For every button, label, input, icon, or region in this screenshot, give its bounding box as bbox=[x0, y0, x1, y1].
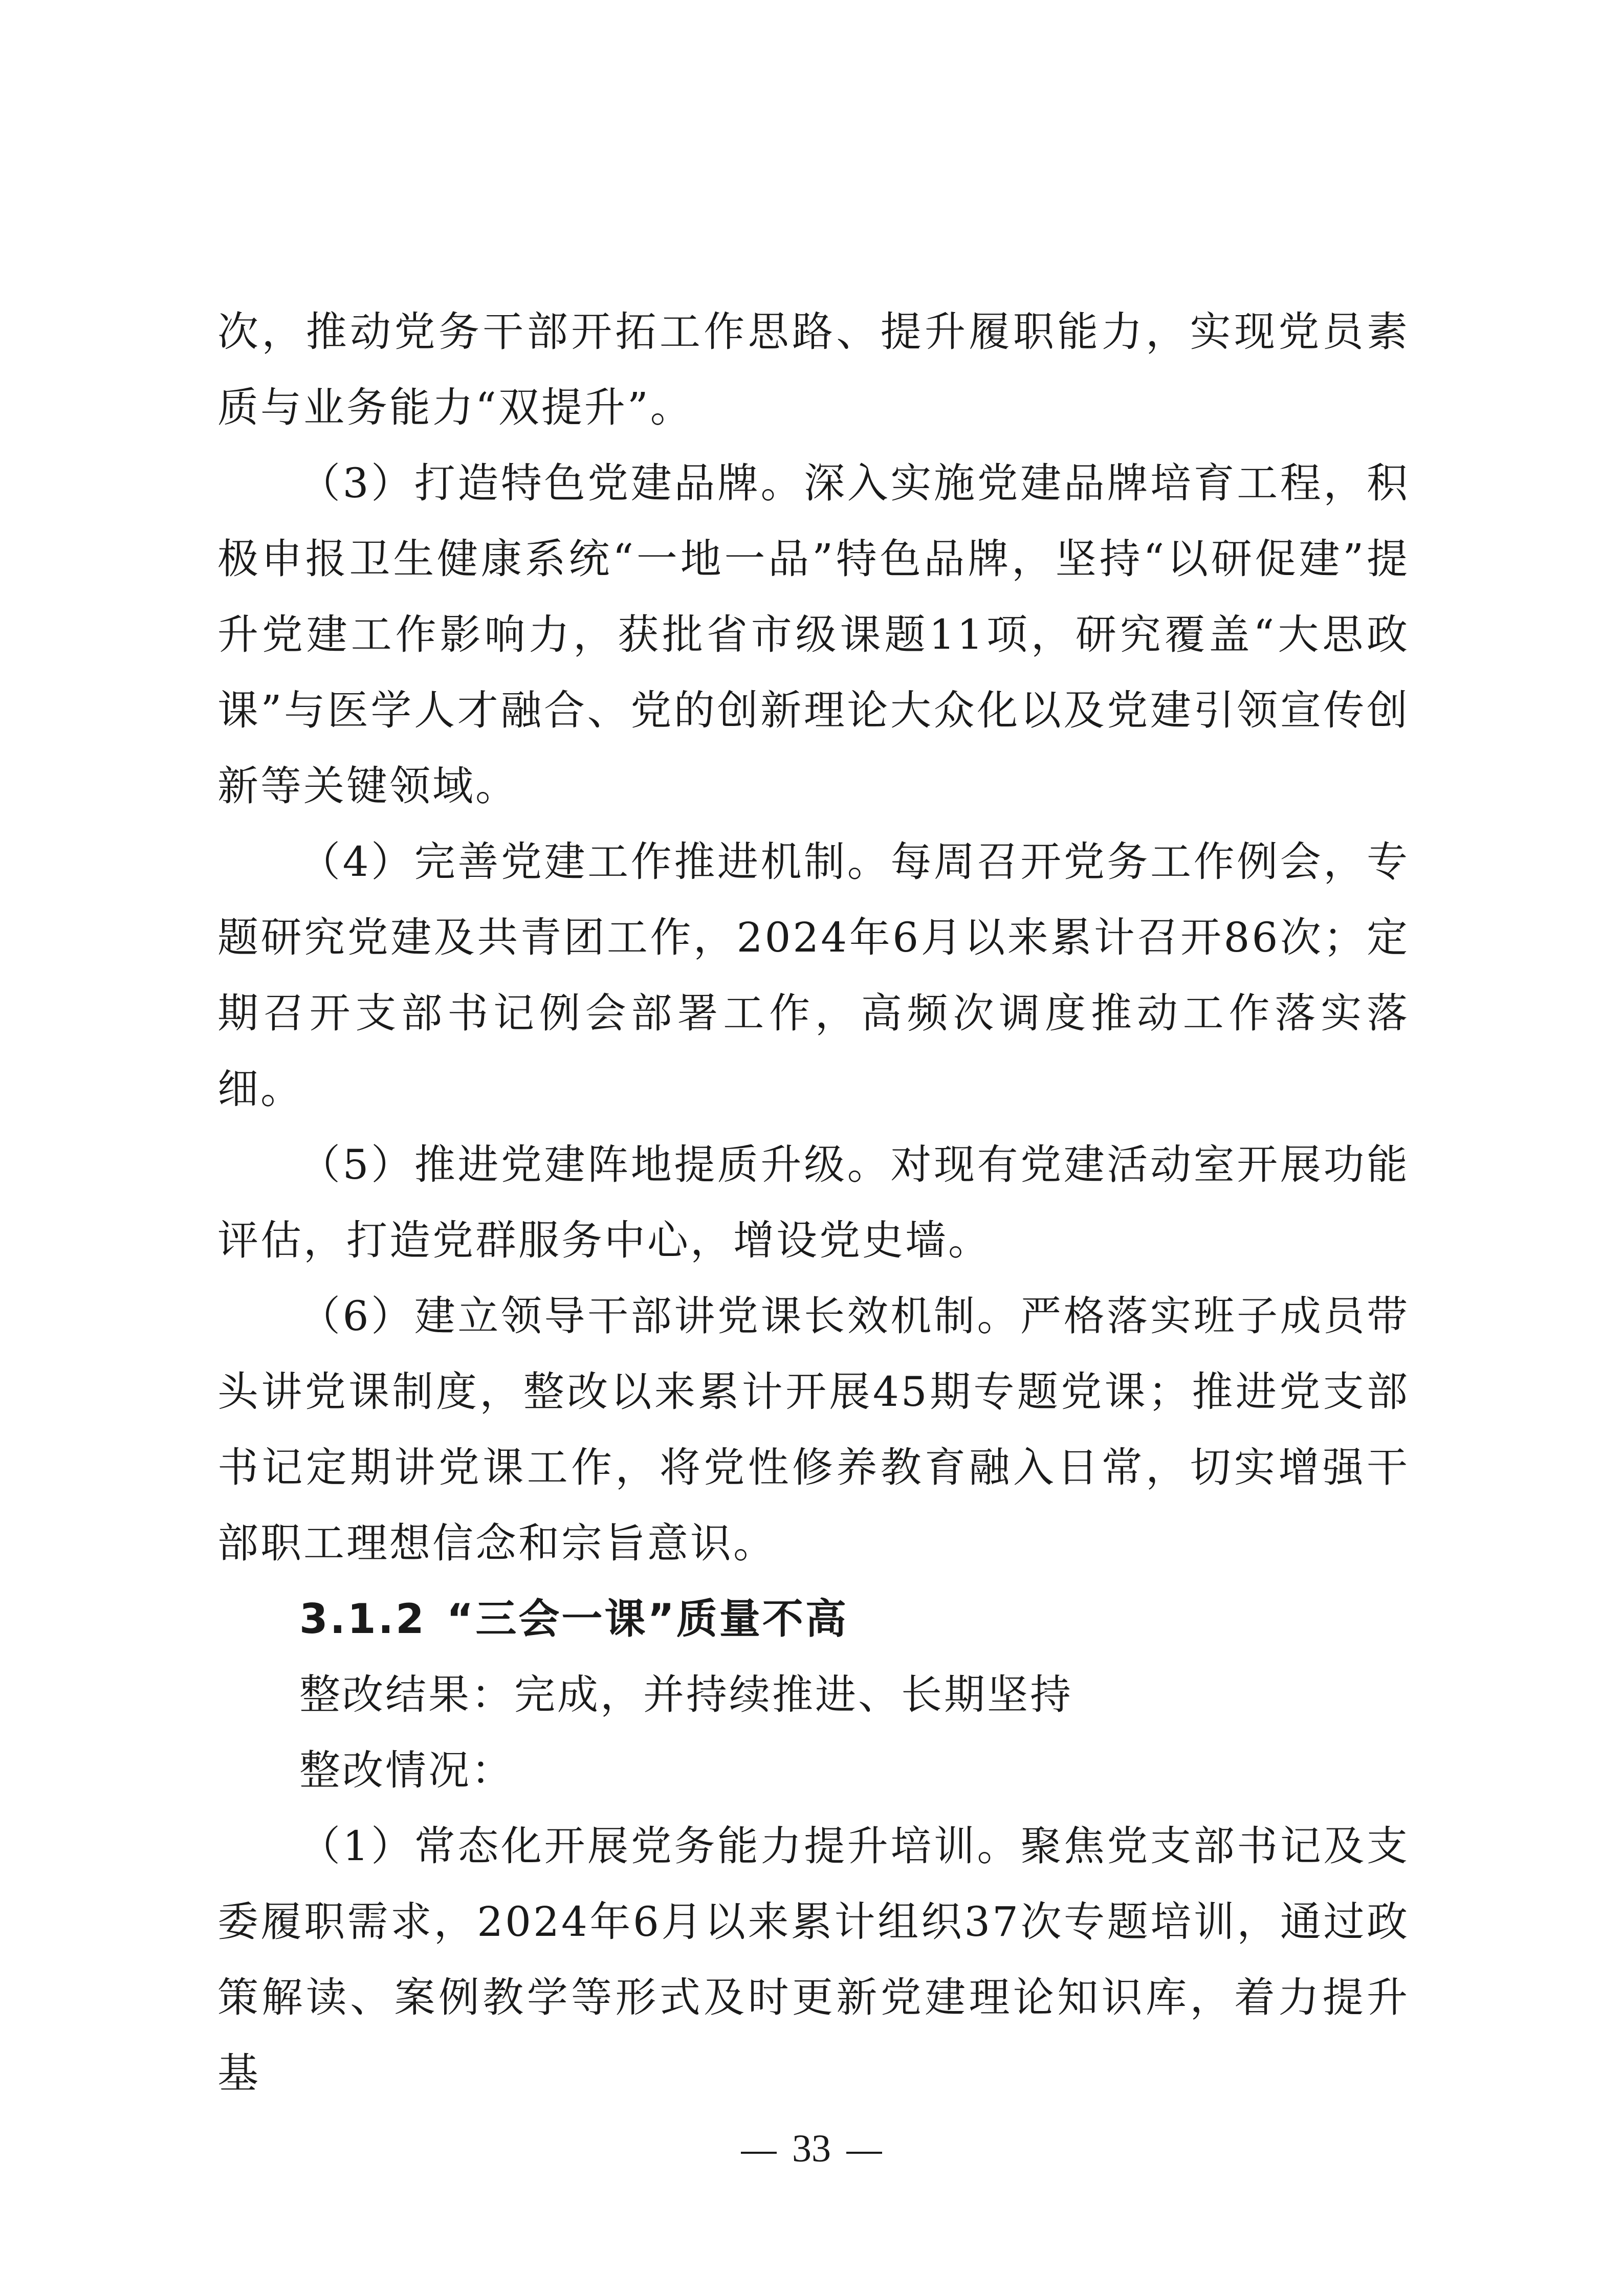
section-heading bbox=[217, 1581, 1410, 1657]
paragraph-item-1: （1）常态化开展党务能力提升培训。聚焦党支部书记及支委履职需求，2024年6月以来累计组织37次专题培训，通过政策解读、案例教学等形式及时更新党建理论知识库，着力提升基 bbox=[217, 1822, 1410, 2097]
page-footer bbox=[0, 2123, 1623, 2174]
section-number: 3.1.2 bbox=[299, 1595, 426, 1643]
footer-dash-left bbox=[741, 2152, 777, 2154]
paragraph-item-6: （6）建立领导干部讲党课长效机制。严格落实班子成员带头讲党课制度，整改以来累计开展45期专题党课；推进党支部书记定期讲党课工作，将党性修养教育融入日常，切实增强干部职工理想信念和宗旨意识。 bbox=[217, 1292, 1410, 1567]
paragraph-item-5: （5）推进党建阵地提质升级。对现有党建活动室开展功能评估，打造党群服务中心，增设党史墙。 bbox=[217, 1141, 1410, 1264]
section-title: “三会一课”质量不高 bbox=[446, 1595, 848, 1643]
paragraph-continuation: 次，推动党务干部开拓工作思路、提升履职能力，实现党员素质与业务能力“双提升”。 bbox=[217, 308, 1410, 431]
footer-dash-right bbox=[846, 2152, 882, 2154]
rectification-status-label: 整改情况： bbox=[299, 1747, 514, 1794]
document-body bbox=[217, 294, 1410, 2111]
rectification-result: 整改结果：完成，并持续推进、长期坚持 bbox=[299, 1671, 1073, 1718]
page-number: 33 bbox=[792, 2127, 831, 2170]
paragraph-item-3: （3）打造特色党建品牌。深入实施党建品牌培育工程，积极申报卫生健康系统“一地一品”特色品牌，坚持“以研促建”提升党建工作影响力，获批省市级课题11项，研究覆盖“大思政课”与医学人才融合、党的创新理论大众化以及党建引领宣传创新等关键领域。 bbox=[217, 459, 1410, 810]
paragraph-item-4: （4）完善党建工作推进机制。每周召开党务工作例会，专题研究党建及共青团工作，2024年6月以来累计召开86次；定期召开支部书记例会部署工作，高频次调度推动工作落实落细。 bbox=[217, 838, 1410, 1113]
